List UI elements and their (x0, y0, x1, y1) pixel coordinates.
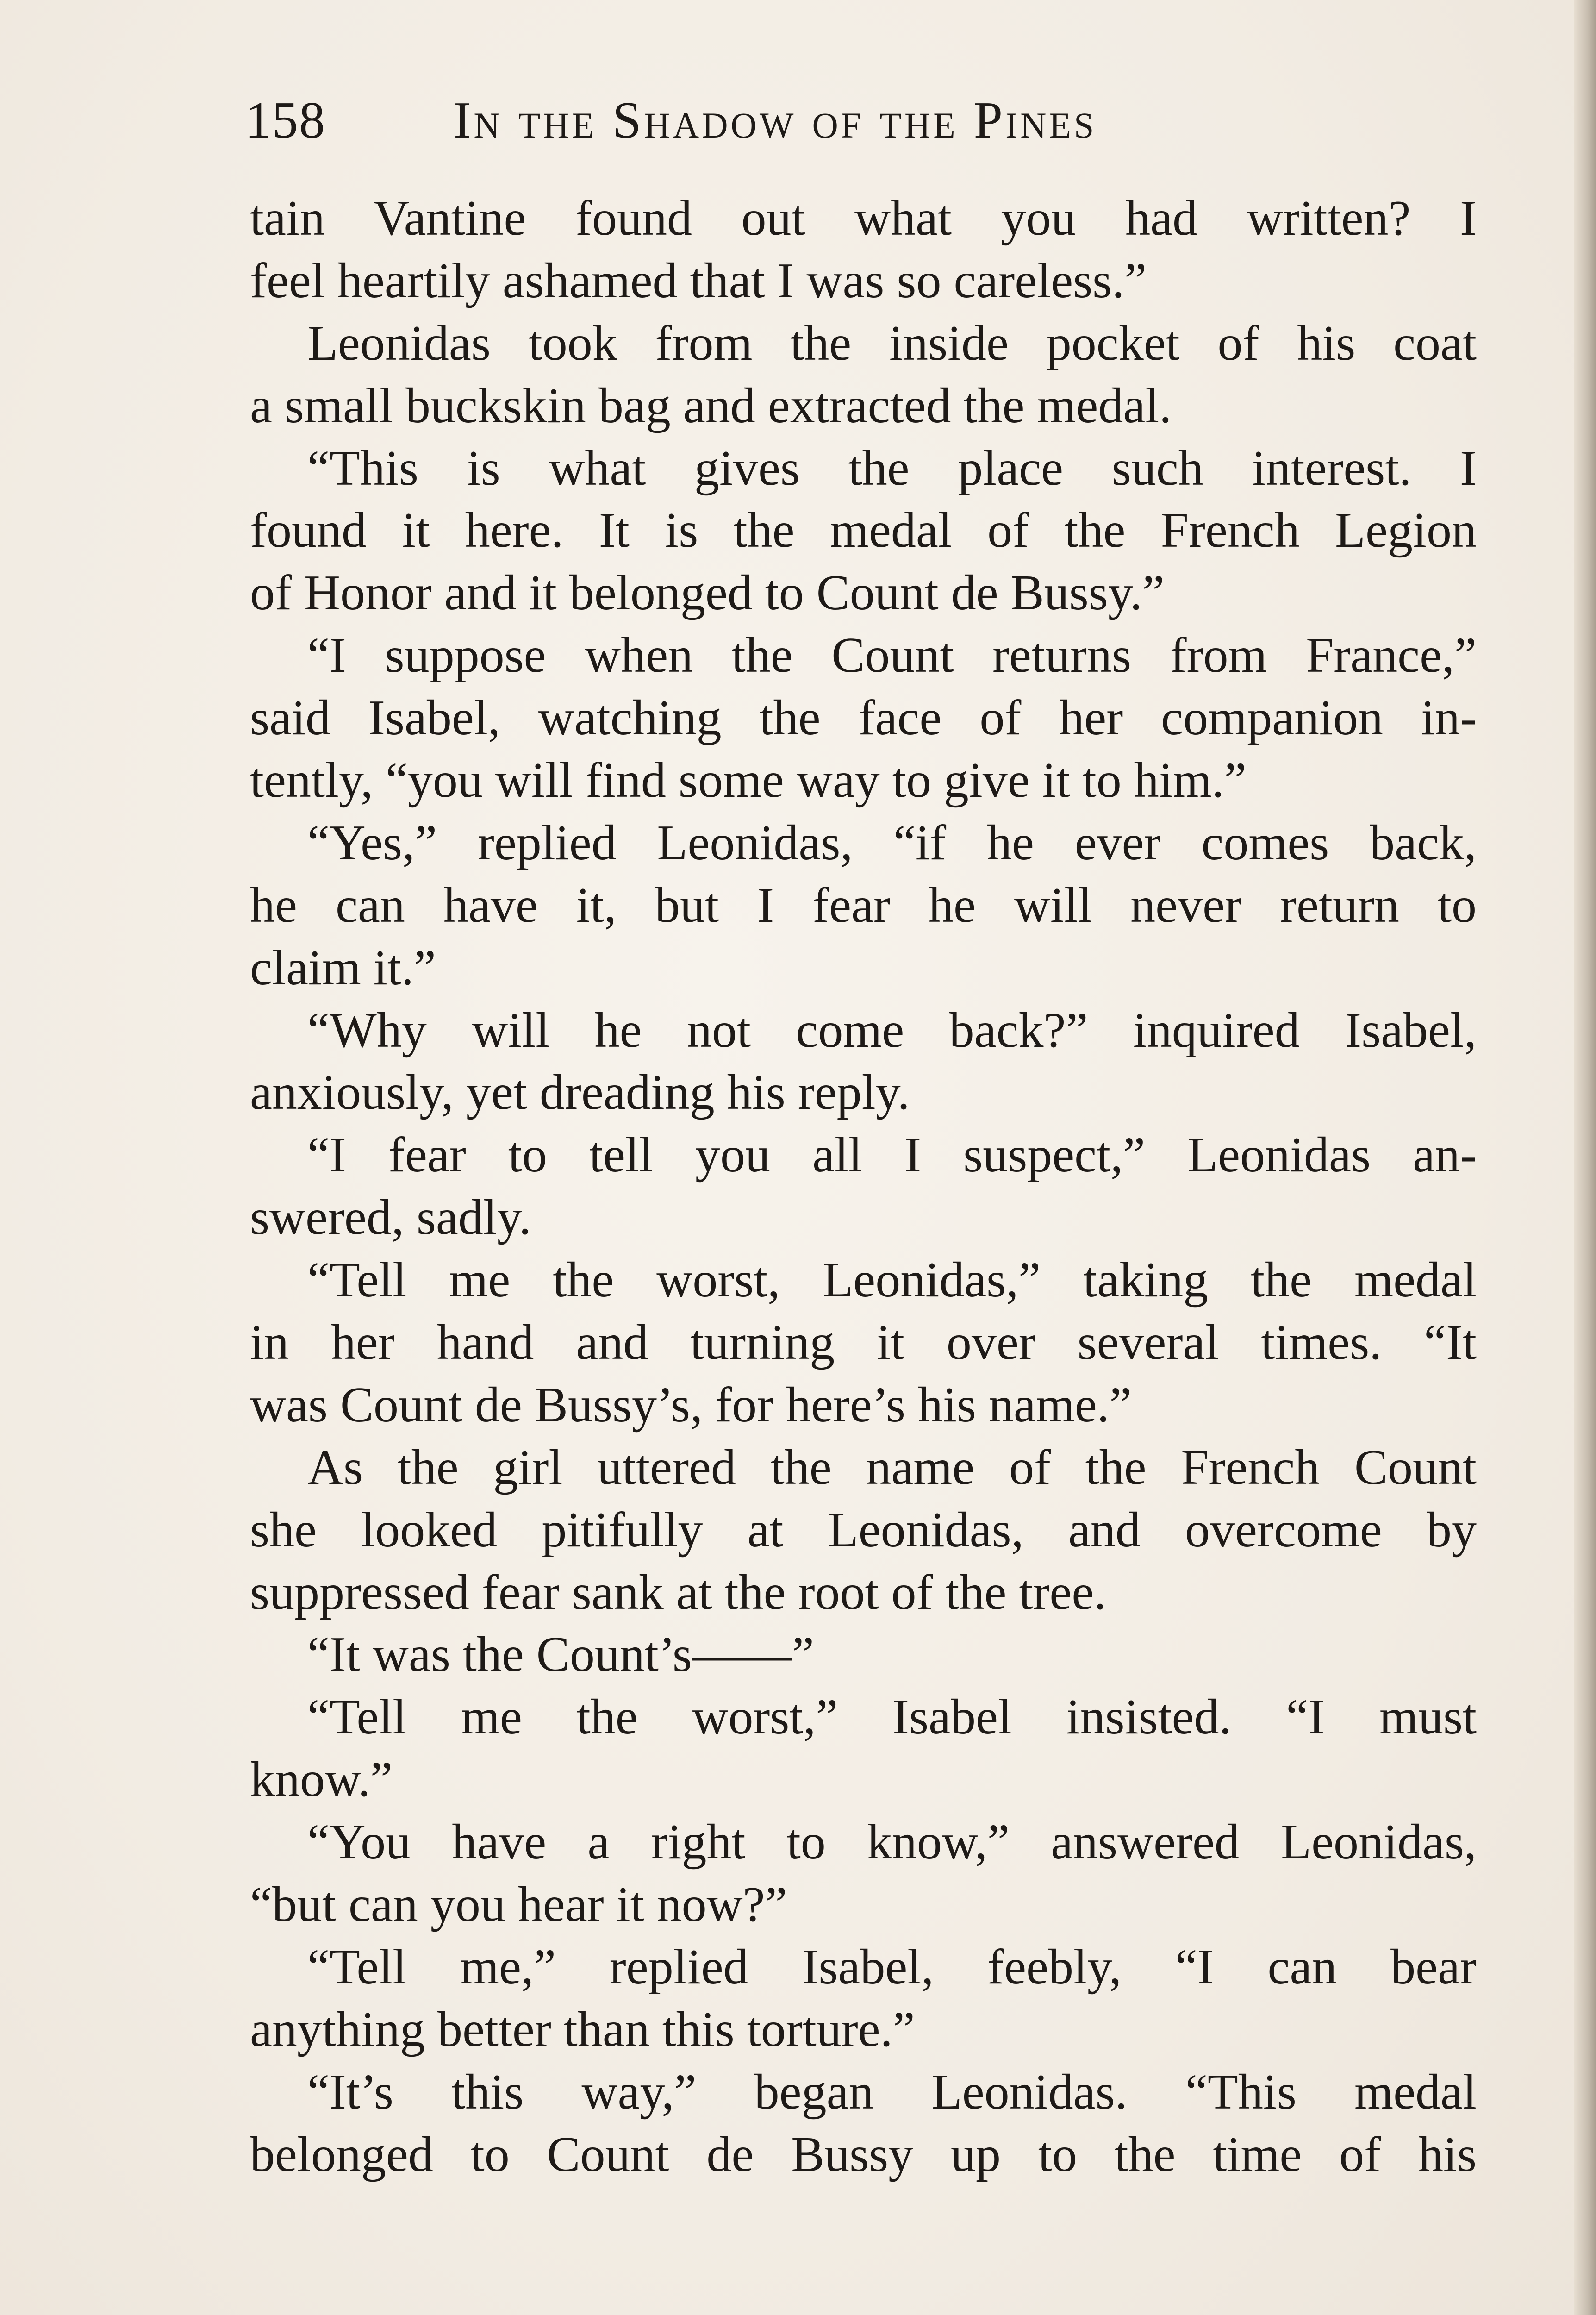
text-line: “You have a right to know,” answered Leonidas, (307, 1814, 1477, 1870)
text-line: Leonidas took from the inside pocket of his coat (307, 315, 1477, 371)
text-line: “Tell me the worst, Leonidas,” taking the medal (307, 1252, 1477, 1308)
text-line: claim it.” (250, 940, 436, 995)
text-line: he can have it, but I fear he will never return to (250, 877, 1477, 933)
page-edge-shadow (1574, 0, 1596, 2315)
text-line: found it here. It is the medal of the French Legion (250, 503, 1477, 558)
running-header (245, 88, 1486, 153)
text-line: “I suppose when the Count returns from France,” (307, 628, 1477, 683)
text-line: suppressed fear sank at the root of the tree. (250, 1564, 1107, 1620)
body-text (250, 188, 1477, 2186)
text-line: anxiously, yet dreading his reply. (250, 1065, 910, 1120)
text-line: feel heartily ashamed that I was so careless.” (250, 253, 1147, 308)
text-line: “This is what gives the place such interest. I (307, 440, 1477, 496)
text-line: “Tell me the worst,” Isabel insisted. “I must (307, 1689, 1477, 1745)
page-number: 158 (245, 92, 326, 149)
text-line: belonged to Count de Bussy up to the time of his (250, 2127, 1477, 2182)
text-line: “It was the Count’s——” (307, 1627, 814, 1683)
text-line: tently, “you will find some way to give it to him.” (250, 753, 1247, 808)
text-line: said Isabel, watching the face of her companion in- (250, 690, 1477, 746)
text-line: tain Vantine found out what you had written? I (250, 191, 1477, 246)
text-line: was Count de Bussy’s, for here’s his name.” (250, 1377, 1132, 1433)
text-line: “Tell me,” replied Isabel, feebly, “I can bear (307, 1939, 1477, 1995)
text-line: “Why will he not come back?” inquired Isabel, (307, 1002, 1477, 1058)
text-line: “I fear to tell you all I suspect,” Leonidas an- (307, 1127, 1477, 1183)
text-line: “Yes,” replied Leonidas, “if he ever comes back, (307, 815, 1477, 870)
text-line: swered, sadly. (250, 1190, 531, 1245)
running-title: In the Shadow of the Pines (454, 92, 1097, 149)
text-line: of Honor and it belonged to Count de Bussy.” (250, 565, 1165, 621)
text-line: she looked pitifully at Leonidas, and overcome by (250, 1502, 1477, 1558)
text-line: As the girl uttered the name of the French Count (307, 1439, 1477, 1495)
text-line: know.” (250, 1752, 393, 1808)
text-line: “but can you hear it now?” (250, 1877, 787, 1933)
text-line: a small buckskin bag and extracted the medal. (250, 378, 1172, 433)
text-line: “It’s this way,” began Leonidas. “This medal (307, 2064, 1477, 2120)
text-line: in her hand and turning it over several times. “It (250, 1315, 1477, 1370)
text-line: anything better than this torture.” (250, 2002, 915, 2057)
